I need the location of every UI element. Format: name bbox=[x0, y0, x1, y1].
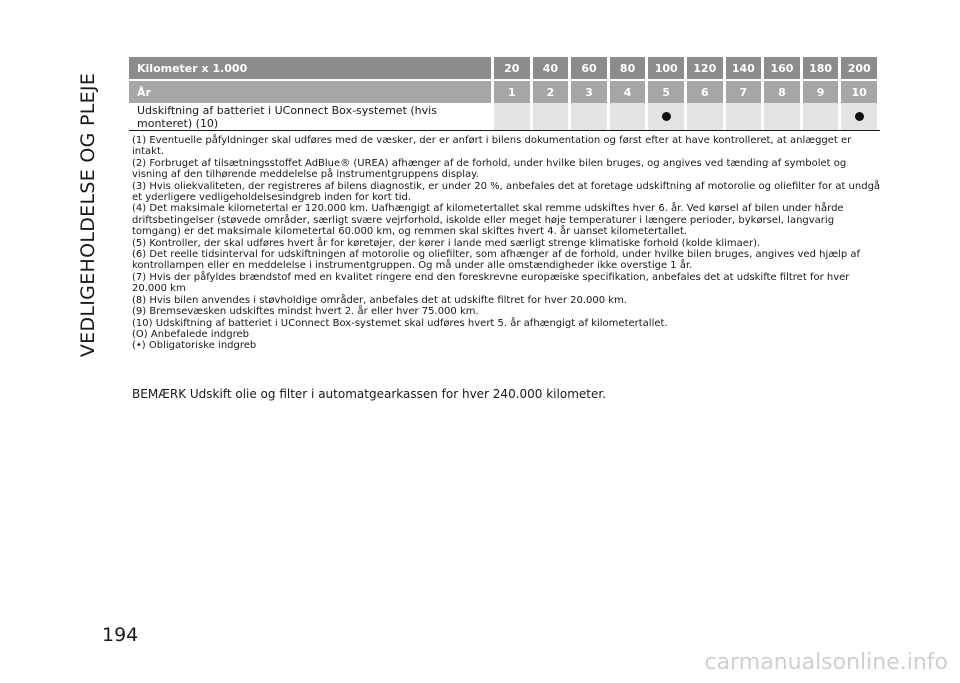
year-cell: 7 bbox=[726, 81, 762, 103]
footnote: (2) Forbruget af tilsætningsstoffet AdBlue® (UREA) afhænger af de forhold, under hvilke bilen bruges, og angives ved tænding af symbolet og visning af den tilhørende meddelelse på instrumentgruppens display. bbox=[132, 157, 847, 181]
table-header-kilometer bbox=[129, 57, 877, 81]
kilometer-label: Kilometer x 1.000 bbox=[129, 57, 491, 81]
interval-cell bbox=[841, 103, 877, 131]
footnote: (•) Obligatoriske indgreb bbox=[132, 340, 257, 352]
interval-cell bbox=[764, 103, 800, 131]
year-cell: 3 bbox=[571, 81, 607, 103]
km-cell: 80 bbox=[610, 57, 646, 81]
footnote: (8) Hvis bilen anvendes i støvholdige områder, anbefales det at udskifte filtret for hver 20.000 km. bbox=[132, 294, 627, 306]
row-label: Udskiftning af batteriet i UConnect Box-systemet (hvis monteret) (10) bbox=[129, 103, 491, 131]
km-cell: 20 bbox=[494, 57, 530, 81]
footnote: (6) Det reelle tidsinterval for udskiftningen af motorolie og oliefilter, som afhænger af de forhold, under hvilke bilen bruges, angives ved hjælp af kontrollampen eller en meddelelse i instrumentgruppen. Og må under alle omstændigheder ikke overstige 1 år. bbox=[132, 249, 861, 272]
year-cell: 4 bbox=[610, 81, 646, 103]
table-header-year bbox=[129, 81, 877, 103]
year-cell: 9 bbox=[803, 81, 839, 103]
mandatory-mark-dot bbox=[662, 112, 671, 121]
maintenance-schedule-table bbox=[126, 57, 880, 131]
year-cell: 1 bbox=[494, 81, 530, 103]
km-cell: 120 bbox=[687, 57, 723, 81]
km-cell: 40 bbox=[533, 57, 569, 81]
km-cell: 200 bbox=[841, 57, 877, 81]
year-cell: 8 bbox=[764, 81, 800, 103]
footnote: (5) Kontroller, der skal udføres hvert år for køretøjer, der kører i lande med særligt strenge klimatiske forhold (kolde klimaer). bbox=[132, 237, 761, 249]
interval-cell bbox=[726, 103, 762, 131]
interval-cell bbox=[571, 103, 607, 131]
remark-note: BEMÆRK Udskift olie og filter i automatgearkassen for hver 240.000 kilometer. bbox=[132, 387, 606, 401]
interval-cell bbox=[533, 103, 569, 131]
footnote: (O) Anbefalede indgreb bbox=[132, 328, 249, 340]
year-cell: 2 bbox=[533, 81, 569, 103]
km-cell: 160 bbox=[764, 57, 800, 81]
footnote: (1) Eventuelle påfyldninger skal udføres med de væsker, der er anført i bilens dokumentation og først efter at have kontrolleret, at anlægget er intakt. bbox=[132, 135, 852, 158]
footnote: (7) Hvis der påfyldes brændstof med en kvalitet ringere end den foreskrevne europæiske specifikation, anbefales det at udskifte filtret for hver 20.000 km bbox=[132, 271, 850, 295]
footnote: (10) Udskiftning af batteriet i UConnect Box-systemet skal udføres hvert 5. år afhængigt af kilometertallet. bbox=[132, 317, 668, 329]
interval-cell bbox=[494, 103, 530, 131]
km-cell: 140 bbox=[726, 57, 762, 81]
footnote: (4) Det maksimale kilometertal er 120.000 km. Uafhængigt af kilometertallet skal remme udskiftes hver 6. år. Ved kørsel af bilen under hårde driftsbetingelser (støvede områder, særligt svære vejrforhold, iskolde eller meget høje temperaturer i længere perioder, bykørsel, langvarig tomgang) er det maksimale kilometertal 60.000 km, og remmen skal skiftes hvert 4. år uanset kilometertallet. bbox=[132, 203, 844, 238]
year-cell: 10 bbox=[841, 81, 877, 103]
footnote: (3) Hvis oliekvaliteten, der registreres af bilens diagnostik, er under 20 %, anbefales det at foretage udskiftning af motorolie og oliefilter for at undgå et yderligere vedligeholdelsesindgreb inden for kort tid. bbox=[132, 180, 881, 204]
section-title-vertical bbox=[64, 72, 112, 358]
interval-cell bbox=[687, 103, 723, 131]
km-cell: 60 bbox=[571, 57, 607, 81]
footnote: (9) Bremsevæsken udskiftes mindst hvert 2. år eller hver 75.000 km. bbox=[132, 306, 479, 318]
km-cell: 100 bbox=[648, 57, 684, 81]
table-divider bbox=[129, 130, 880, 131]
mandatory-mark-dot bbox=[855, 112, 864, 121]
year-cell: 6 bbox=[687, 81, 723, 103]
interval-cell bbox=[803, 103, 839, 131]
table-row bbox=[129, 103, 877, 131]
year-label: År bbox=[129, 81, 491, 103]
section-title-text: VEDLIGEHOLDELSE OG PLEJE bbox=[77, 72, 99, 358]
interval-cell bbox=[610, 103, 646, 131]
interval-cell bbox=[648, 103, 684, 131]
footnotes bbox=[132, 135, 884, 352]
km-cell: 180 bbox=[803, 57, 839, 81]
watermark: carmanualsonline.info bbox=[704, 650, 948, 675]
year-cell: 5 bbox=[648, 81, 684, 103]
page-number: 194 bbox=[102, 624, 139, 646]
